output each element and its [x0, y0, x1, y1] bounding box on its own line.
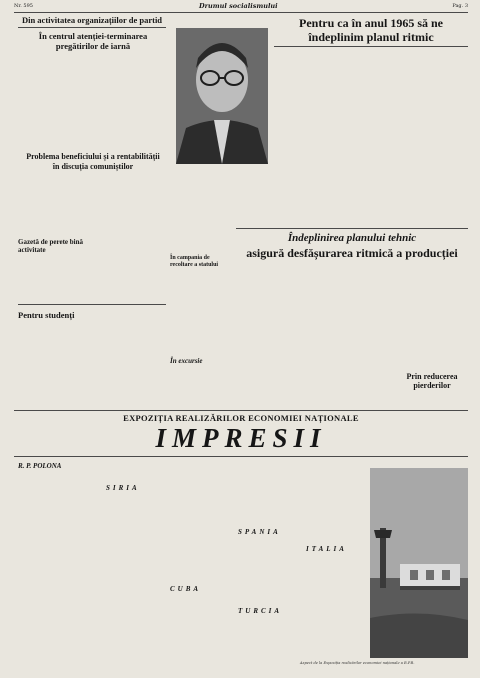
col1-text-b	[93, 56, 165, 206]
col1-headline2: Problema beneficiului și a rentabilității în discuția comuniștilor	[26, 152, 160, 171]
col1-kicker: Din activitatea organizațiilor de partid	[21, 15, 163, 25]
main-kicker: Îndeplinirea planului tehnic	[287, 232, 417, 244]
col1-headline4: Pentru studenți	[18, 310, 75, 320]
center-headline: Pentru ca în anul 1965 să ne îndeplinim planul ritmic	[298, 16, 443, 44]
portrait-photo	[176, 28, 268, 164]
polonia-text	[18, 472, 98, 668]
col1-headline: În centrul atenției-terminarea pregătirilor de iarnă	[38, 31, 148, 51]
photo-caption: Aspect de la Expoziția realizărilor economiei naționale a R.P.R.	[300, 661, 415, 665]
main-rule-top	[236, 228, 468, 229]
lower-text-c	[304, 462, 364, 668]
siria-text	[104, 494, 172, 668]
section-turcia: TURCIA	[238, 607, 283, 615]
center-text-b	[338, 50, 400, 220]
section-polonia: R. P. POLONA	[18, 462, 62, 470]
main-text-d	[414, 266, 468, 366]
col1-text-a	[18, 56, 88, 206]
issue-number: Nr. 595	[14, 3, 33, 9]
masthead	[14, 3, 468, 11]
center-text-c	[404, 50, 468, 220]
exhibition-photo	[370, 468, 468, 658]
center-rule	[274, 46, 468, 47]
lower-text-a	[176, 462, 236, 668]
section-cuba: CUBA	[170, 585, 202, 593]
banner-big: IMPRESII	[155, 423, 327, 453]
center-text-a	[272, 50, 334, 220]
portrait-caption	[176, 164, 268, 220]
banner-rule-bottom	[14, 456, 468, 457]
right-headline: Prin reducerea pierderilor	[406, 372, 458, 390]
center-mid-headline: În campania de recoltare a statului	[170, 255, 219, 268]
portrait-illustration	[176, 28, 268, 164]
center-mid-headline2: În excursie	[170, 357, 203, 365]
exhibition-illustration	[370, 468, 468, 658]
col1-rule2	[18, 304, 166, 305]
section-siria: SIRIA	[106, 484, 140, 492]
lower-text-b	[240, 462, 300, 668]
main-text-a	[236, 266, 294, 404]
masthead-rule	[14, 12, 468, 13]
newspaper-name: Drumul socialismului	[199, 2, 278, 10]
page-number: Pag. 3	[452, 3, 468, 9]
col1-rule	[18, 27, 166, 28]
main-headline: asigură desfășurarea ritmică a producției	[246, 246, 458, 260]
banner-title: EXPOZIȚIA REALIZĂRILOR ECONOMIEI NAȚIONALE	[123, 413, 359, 423]
section-spania: SPANIA	[238, 528, 281, 536]
section-italia: ITALIA	[306, 545, 347, 553]
col1-headline3: Gazetă de perete bină activitate	[18, 238, 83, 254]
main-text-b	[298, 266, 356, 404]
banner-rule-top	[14, 410, 468, 411]
